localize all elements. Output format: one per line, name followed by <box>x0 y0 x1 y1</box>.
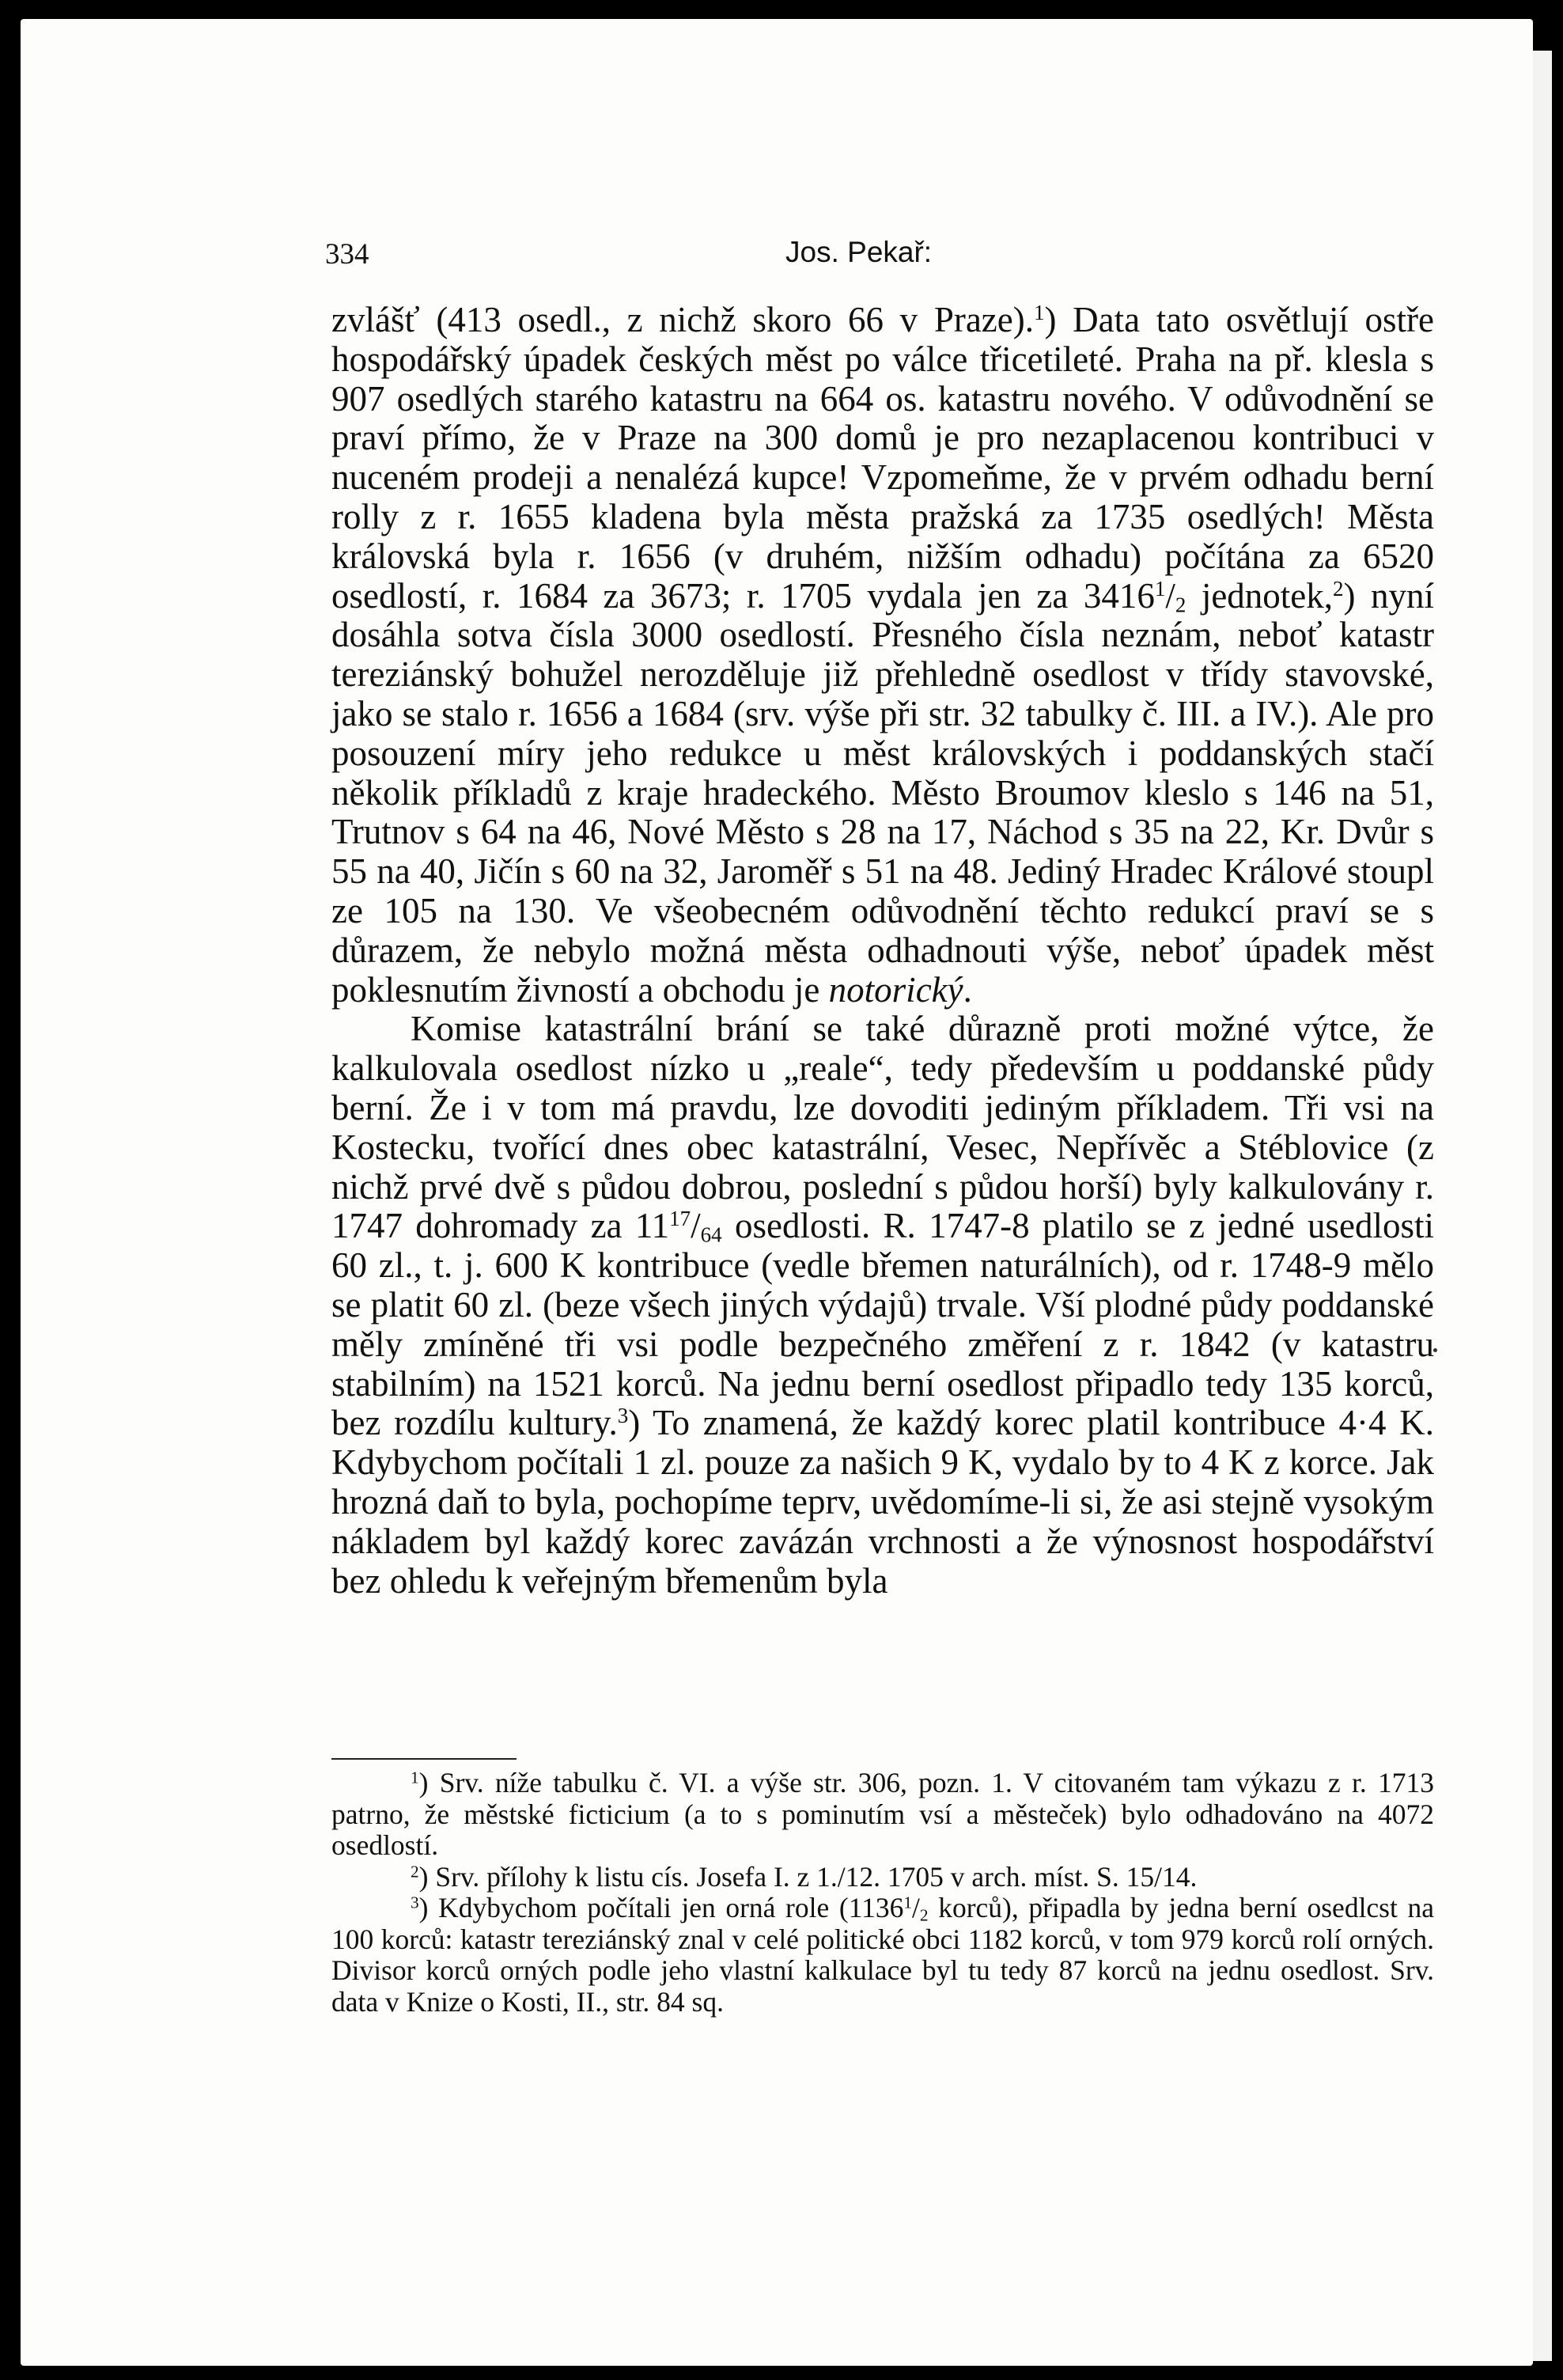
fraction-numerator: 1 <box>1154 576 1166 601</box>
fraction-slash: / <box>1165 575 1175 616</box>
page-edge <box>1533 51 1552 2361</box>
text-run: ) Data tato osvětlují ostře hospodářský úpadek českých měst po válce třicetileté. Praha na př. klesla s 907 osedlých starého katastru na 664 os. katastru nového. V odůvodnění se praví přímo, že v Praze na 300 domů je pro nezaplacenou kontribuci v nuceném prodeji a nenalézá kupce! Vzpomeňme, že v prvém odhadu berní rolly z r. 1655 kladena byla města pražská za 1735 osedlých! Města královská byla r. 1656 (v druhém, nižším odhadu) počítána za 6520 osedlostí, r. 1684 za 3673; r. 1705 vydala jen za 3416 <box>331 300 1434 616</box>
page-number: 334 <box>325 238 369 271</box>
text-run: . <box>963 969 972 1010</box>
footnote-text: ) Kdybychom počítali jen orná role (1136 <box>418 1892 904 1923</box>
fraction-slash: / <box>691 1206 701 1246</box>
footnote-text: korců), připadla by jedna berní osedlcst na 100 korců: katastr tereziánský znal v celé politické obci 1182 korců, v tom 979 korců rolí orných. Divisor korců orných podle jeho vlastní kalkulace byl tu tedy 87 korců na jednu osedlost. Srv. data v Knize o Kosti, II., str. 84 sq. <box>331 1892 1435 2018</box>
text-run: zvlášť (413 osedl., z nichž skoro 66 v Praze). <box>331 300 1034 339</box>
fraction-slash: / <box>912 1892 920 1923</box>
footnote-mark: 2 <box>411 1861 419 1881</box>
paragraph-1 <box>331 301 1434 1010</box>
footnote-text: ) Srv. přílohy k listu cís. Josefa I. z 1./12. 1705 v arch. míst. S. 15/14. <box>418 1860 1198 1893</box>
text-run: Komise katastrální brání se také důrazně proti možné výtce, že kalkulovala osedlost nízko u „reale“, tedy především u poddanské půdy berní. Že i v tom má pravdu, lze dovoditi jediným příkladem. Tři vsi na Kostecku, tvořící dnes obec katastrální, Vesec, Nepřívěc a Stéblovice (z nichž prvé dvě s půdou dobrou, poslední s půdou horší) byly kalkulovány r. 1747 dohromady za 11 <box>331 1009 1434 1246</box>
footnotes <box>331 1768 1434 2018</box>
fraction-denominator: 64 <box>700 1222 722 1247</box>
fraction-denominator: 2 <box>1175 592 1186 616</box>
footnote-1 <box>331 1768 1434 1862</box>
footnote-rule <box>331 1758 517 1760</box>
footnote-3 <box>331 1893 1434 2018</box>
book-page <box>21 19 1533 2366</box>
fraction-numerator: 17 <box>669 1207 691 1231</box>
footnote-mark: 3 <box>411 1893 419 1912</box>
text-run: ) To znamená, že každý korec platil kontribuce 4·4 K. Kdybychom počítali 1 zl. pouze za našich 9 K, vydalo by to 4 K z korce. Jak hrozná daň to byla, pochopíme teprv, uvědomíme-li si, že asi stejně vysokým nákladem byl každý korec zavázán vrchnosti a že výnosnost hospodářství bez ohledu k veřejným břemenům byla <box>331 1403 1435 1601</box>
text-run: jednotek, <box>1186 575 1334 616</box>
text-run: osedlosti. R. 1747-8 platilo se z jedné usedlosti 60 zl., t. j. 600 K kontribuce (vedle břemen naturálních), od r. 1748-9 mělo se platit 60 zl. (beze všech jiných výdajů) trvale. Vší plodné půdy poddanské měly zmíněné tři vsi podle bezpečného změření z r. 1842 (v katastru stabilním) na 1521 korců. Na jednu berní osedlost připadlo tedy 135 korců, bez rozdílu kultury. <box>331 1206 1434 1443</box>
footnote-mark: 1 <box>411 1768 419 1787</box>
text-run: ) nyní dosáhla sotva čísla 3000 osedlostí. Přesného čísla neznám, neboť katastr tereziánský bohužel nerozděluje již přehledně osedlost v třídy stavovské, jako se stalo r. 1656 a 1684 (srv. výše při str. 32 tabulky č. III. a IV.). Ale pro posouzení míry jeho redukce u měst královských i poddanských stačí několik příkladů z kraje hradeckého. Město Broumov kleslo s 146 na 51, Trutnov s 64 na 46, Nové Město s 28 na 17, Náchod s 35 na 22, Kr. Dvůr s 55 na 40, Jičín s 60 na 32, Jaroměř s 51 na 48. Jediný Hradec Králové stoupl ze 105 na 130. Ve všeobecném odůvodnění těchto redukcí praví se s důrazem, že nebylo možná města odhadnouti výše, neboť úpadek měst poklesnutím živností a obchodu je <box>331 575 1434 1010</box>
fraction-denominator: 2 <box>919 1905 929 1925</box>
running-head: Jos. Pekař: <box>785 236 933 268</box>
footnote-ref-1: 1 <box>1034 301 1045 325</box>
emphasis: notorický <box>828 969 963 1010</box>
paragraph-2 <box>331 1010 1434 1601</box>
footnote-text: ) Srv. níže tabulku č. VI. a výše str. 306, pozn. 1. V citovaném tam výkazu z r. 1713 patrno, že městské ficticium (a to s pominutím vsí a městeček) bylo odhadováno na 4072 osedlostí. <box>331 1767 1434 1861</box>
page-header <box>311 231 1438 279</box>
footnote-2 <box>331 1862 1434 1893</box>
body-text <box>331 301 1434 1601</box>
footnote-ref-2: 2 <box>1333 576 1344 601</box>
fraction-numerator: 1 <box>903 1893 913 1912</box>
footnote-ref-3: 3 <box>617 1404 629 1428</box>
